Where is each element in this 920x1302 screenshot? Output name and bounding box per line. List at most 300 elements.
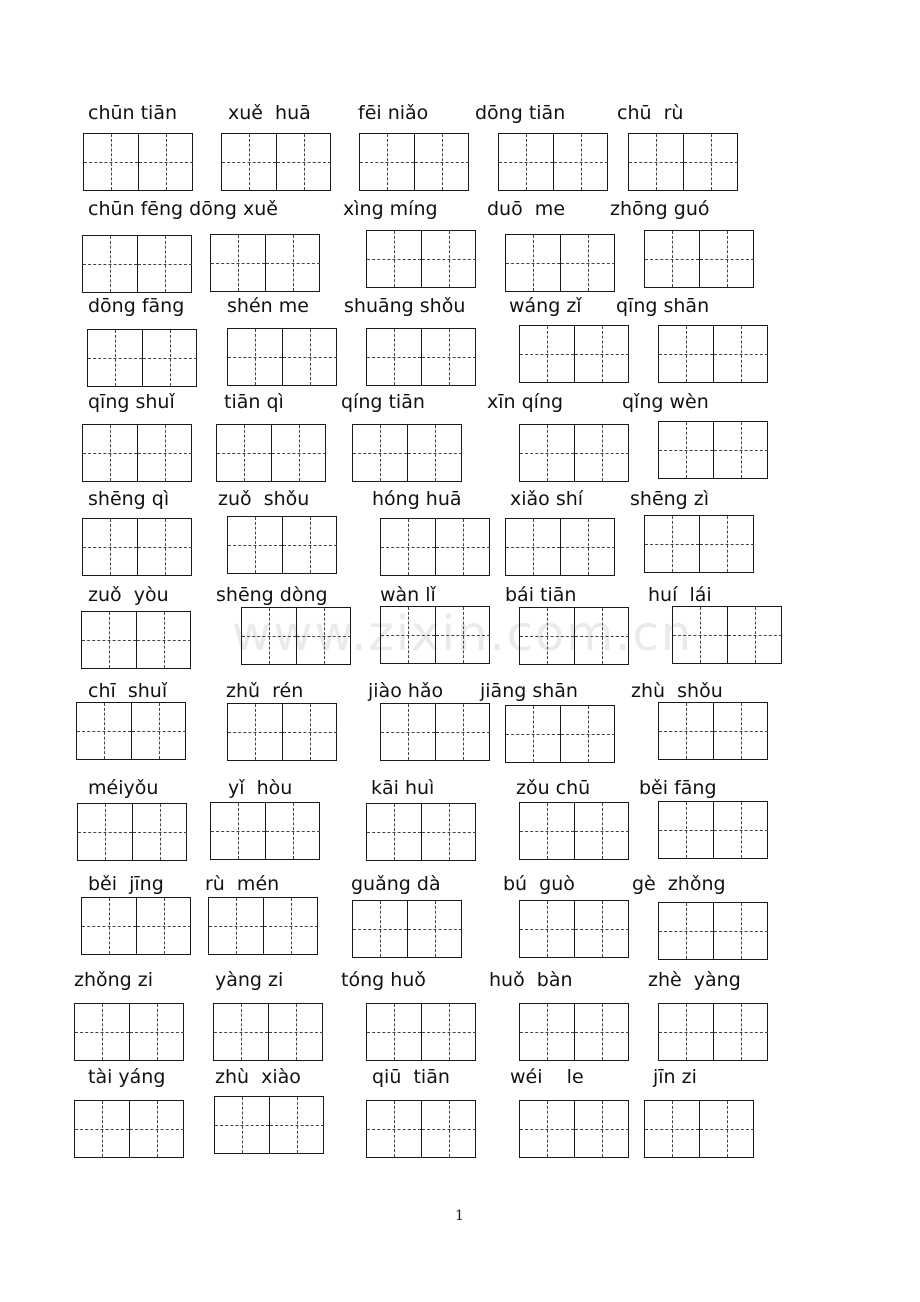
writing-cell bbox=[407, 425, 462, 481]
writing-cell bbox=[353, 901, 407, 957]
writing-cell bbox=[421, 1101, 476, 1157]
guide-line-horizontal bbox=[561, 734, 615, 735]
guide-line-horizontal bbox=[714, 731, 768, 732]
writing-cell bbox=[137, 236, 192, 292]
writing-grid bbox=[74, 1003, 184, 1061]
writing-grid bbox=[82, 235, 192, 293]
pinyin-label: wáng zǐ bbox=[509, 295, 582, 317]
guide-line-horizontal bbox=[714, 450, 768, 451]
guide-line-horizontal bbox=[554, 162, 608, 163]
writing-cell bbox=[713, 903, 768, 959]
guide-line-horizontal bbox=[270, 1125, 324, 1126]
pinyin-label: zhǔ rén bbox=[226, 680, 304, 702]
pinyin-label: tóng huǒ bbox=[341, 969, 426, 991]
writing-cell bbox=[282, 517, 337, 573]
guide-line-horizontal bbox=[575, 1129, 629, 1130]
guide-line-horizontal bbox=[422, 357, 476, 358]
guide-line-horizontal bbox=[728, 635, 782, 636]
pinyin-label: xìng míng bbox=[343, 198, 438, 220]
writing-cell bbox=[629, 134, 683, 190]
writing-grid bbox=[82, 518, 192, 576]
guide-line-horizontal bbox=[88, 358, 142, 359]
pinyin-label: jiāng shān bbox=[480, 680, 578, 702]
pinyin-label: huǒ bàn bbox=[489, 969, 573, 991]
writing-grid bbox=[214, 1096, 324, 1154]
writing-cell bbox=[520, 1004, 574, 1060]
pinyin-label: zhè yàng bbox=[648, 969, 741, 991]
writing-cell bbox=[520, 901, 574, 957]
guide-line-horizontal bbox=[575, 929, 629, 930]
writing-cell bbox=[75, 1101, 129, 1157]
writing-grid bbox=[366, 230, 476, 288]
writing-cell bbox=[211, 803, 265, 859]
writing-cell bbox=[209, 898, 263, 954]
pinyin-label: fēi niǎo bbox=[358, 102, 429, 124]
guide-line-horizontal bbox=[520, 831, 574, 832]
pinyin-label: zhǒng zi bbox=[74, 969, 154, 991]
writing-grid bbox=[213, 1003, 323, 1061]
writing-cell bbox=[435, 519, 490, 575]
writing-cell bbox=[560, 235, 615, 291]
pinyin-label: dōng fāng bbox=[88, 295, 185, 317]
guide-line-horizontal bbox=[82, 926, 136, 927]
writing-grid bbox=[76, 702, 186, 760]
writing-cell bbox=[574, 1101, 629, 1157]
writing-cell bbox=[421, 804, 476, 860]
writing-cell bbox=[78, 804, 132, 860]
guide-line-horizontal bbox=[415, 162, 469, 163]
writing-cell bbox=[659, 326, 713, 382]
pinyin-label: jīn zi bbox=[653, 1066, 697, 1088]
guide-line-horizontal bbox=[645, 1129, 699, 1130]
writing-grid bbox=[658, 1003, 768, 1061]
writing-cell bbox=[574, 326, 629, 382]
guide-line-horizontal bbox=[264, 926, 318, 927]
guide-line-horizontal bbox=[659, 931, 713, 932]
writing-cell bbox=[217, 425, 271, 481]
writing-cell bbox=[553, 134, 608, 190]
writing-cell bbox=[353, 425, 407, 481]
pinyin-label: běi jīng bbox=[88, 873, 164, 895]
writing-cell bbox=[560, 706, 615, 762]
writing-grid bbox=[227, 328, 337, 386]
writing-cell bbox=[560, 519, 615, 575]
writing-cell bbox=[574, 608, 629, 664]
guide-line-horizontal bbox=[436, 635, 490, 636]
writing-cell bbox=[228, 329, 282, 385]
writing-cell bbox=[215, 1097, 269, 1153]
guide-line-horizontal bbox=[575, 636, 629, 637]
guide-line-horizontal bbox=[714, 931, 768, 932]
guide-line-horizontal bbox=[228, 732, 282, 733]
writing-cell bbox=[214, 1004, 268, 1060]
guide-line-horizontal bbox=[211, 831, 265, 832]
writing-cell bbox=[381, 704, 435, 760]
writing-cell bbox=[75, 1004, 129, 1060]
writing-grid bbox=[210, 802, 320, 860]
writing-cell bbox=[520, 608, 574, 664]
pinyin-label: chūn tiān bbox=[88, 102, 178, 124]
page-number: 1 bbox=[455, 1208, 464, 1224]
guide-line-horizontal bbox=[520, 636, 574, 637]
guide-line-horizontal bbox=[214, 1032, 268, 1033]
pinyin-label: dōng tiān bbox=[475, 102, 566, 124]
writing-cell bbox=[659, 802, 713, 858]
pinyin-label: bái tiān bbox=[505, 584, 577, 606]
guide-line-horizontal bbox=[283, 357, 337, 358]
guide-line-horizontal bbox=[367, 1032, 421, 1033]
pinyin-label: duō me bbox=[487, 198, 566, 220]
writing-cell bbox=[367, 329, 421, 385]
writing-cell bbox=[137, 519, 192, 575]
guide-line-horizontal bbox=[561, 547, 615, 548]
guide-line-horizontal bbox=[714, 830, 768, 831]
pinyin-label: qīng shuǐ bbox=[88, 391, 175, 413]
pinyin-label: zhù xiào bbox=[215, 1066, 301, 1088]
guide-line-horizontal bbox=[381, 635, 435, 636]
writing-grid bbox=[644, 230, 754, 288]
pinyin-label: chūn fēng dōng xuě bbox=[88, 198, 278, 220]
guide-line-horizontal bbox=[575, 453, 629, 454]
guide-line-horizontal bbox=[422, 832, 476, 833]
writing-cell bbox=[265, 235, 320, 291]
guide-line-horizontal bbox=[367, 357, 421, 358]
writing-cell bbox=[520, 425, 574, 481]
guide-line-horizontal bbox=[575, 354, 629, 355]
guide-line-horizontal bbox=[215, 1125, 269, 1126]
guide-line-horizontal bbox=[684, 162, 738, 163]
writing-grid bbox=[505, 705, 615, 763]
pinyin-label: shén me bbox=[227, 295, 309, 317]
writing-grid bbox=[380, 518, 490, 576]
guide-line-horizontal bbox=[269, 1032, 323, 1033]
guide-line-horizontal bbox=[659, 354, 713, 355]
guide-line-horizontal bbox=[84, 162, 138, 163]
writing-cell bbox=[520, 326, 574, 382]
guide-line-horizontal bbox=[82, 640, 136, 641]
writing-cell bbox=[367, 1004, 421, 1060]
pinyin-label: xiǎo shí bbox=[510, 488, 584, 510]
writing-cell bbox=[414, 134, 469, 190]
guide-line-horizontal bbox=[143, 358, 197, 359]
writing-cell bbox=[77, 703, 131, 759]
writing-cell bbox=[129, 1101, 184, 1157]
writing-grid bbox=[366, 328, 476, 386]
writing-cell bbox=[574, 803, 629, 859]
writing-grid bbox=[505, 518, 615, 576]
pinyin-label: huí lái bbox=[648, 584, 712, 606]
guide-line-horizontal bbox=[78, 832, 132, 833]
pinyin-label: yàng zi bbox=[215, 969, 284, 991]
writing-cell bbox=[659, 703, 713, 759]
writing-cell bbox=[645, 231, 699, 287]
writing-cell bbox=[574, 901, 629, 957]
writing-cell bbox=[137, 425, 192, 481]
pinyin-label: běi fāng bbox=[639, 777, 717, 799]
guide-line-horizontal bbox=[77, 731, 131, 732]
writing-grid bbox=[81, 611, 191, 669]
writing-cell bbox=[282, 329, 337, 385]
writing-grid bbox=[628, 133, 738, 191]
guide-line-horizontal bbox=[659, 830, 713, 831]
writing-cell bbox=[506, 235, 560, 291]
writing-cell bbox=[407, 901, 462, 957]
writing-cell bbox=[228, 704, 282, 760]
writing-cell bbox=[83, 425, 137, 481]
guide-line-horizontal bbox=[520, 453, 574, 454]
guide-line-horizontal bbox=[75, 1032, 129, 1033]
guide-line-horizontal bbox=[137, 926, 191, 927]
writing-cell bbox=[268, 1004, 323, 1060]
guide-line-horizontal bbox=[83, 453, 137, 454]
writing-grid bbox=[227, 703, 337, 761]
guide-line-horizontal bbox=[211, 263, 265, 264]
writing-grid bbox=[498, 133, 608, 191]
writing-cell bbox=[84, 134, 138, 190]
guide-line-horizontal bbox=[700, 1129, 754, 1130]
writing-cell bbox=[296, 608, 351, 664]
writing-cell bbox=[435, 704, 490, 760]
pinyin-label: méiyǒu bbox=[88, 777, 159, 799]
guide-line-horizontal bbox=[138, 264, 192, 265]
pinyin-label: qǐng wèn bbox=[622, 391, 709, 413]
writing-grid bbox=[210, 234, 320, 292]
guide-line-horizontal bbox=[367, 1129, 421, 1130]
writing-cell bbox=[381, 607, 435, 663]
pinyin-label: chū rù bbox=[617, 102, 684, 124]
guide-line-horizontal bbox=[138, 547, 192, 548]
writing-grid bbox=[505, 234, 615, 292]
guide-line-horizontal bbox=[353, 929, 407, 930]
writing-cell bbox=[360, 134, 414, 190]
pinyin-label: qiū tiān bbox=[372, 1066, 450, 1088]
writing-cell bbox=[265, 803, 320, 859]
writing-grid bbox=[519, 802, 629, 860]
pinyin-label: jiào hǎo bbox=[368, 680, 444, 702]
pinyin-label: tiān qì bbox=[224, 391, 284, 413]
guide-line-horizontal bbox=[645, 544, 699, 545]
guide-line-horizontal bbox=[659, 450, 713, 451]
writing-cell bbox=[520, 803, 574, 859]
writing-cell bbox=[82, 612, 136, 668]
writing-grid bbox=[519, 607, 629, 665]
writing-cell bbox=[506, 519, 560, 575]
writing-cell bbox=[435, 607, 490, 663]
writing-cell bbox=[83, 519, 137, 575]
guide-line-horizontal bbox=[520, 1032, 574, 1033]
guide-line-horizontal bbox=[217, 453, 271, 454]
writing-cell bbox=[574, 425, 629, 481]
writing-cell bbox=[421, 231, 476, 287]
writing-cell bbox=[713, 703, 768, 759]
guide-line-horizontal bbox=[659, 731, 713, 732]
writing-grid bbox=[366, 1003, 476, 1061]
guide-line-horizontal bbox=[506, 547, 560, 548]
writing-cell bbox=[83, 236, 137, 292]
writing-cell bbox=[659, 422, 713, 478]
pinyin-label: shēng qì bbox=[88, 488, 170, 510]
guide-line-horizontal bbox=[436, 547, 490, 548]
writing-cell bbox=[132, 804, 187, 860]
pinyin-label: tài yáng bbox=[88, 1066, 166, 1088]
pinyin-label: chī shuǐ bbox=[88, 680, 168, 702]
pinyin-label: zhù shǒu bbox=[631, 680, 723, 702]
writing-cell bbox=[222, 134, 276, 190]
guide-line-horizontal bbox=[75, 1129, 129, 1130]
writing-cell bbox=[520, 1101, 574, 1157]
writing-grid bbox=[352, 900, 462, 958]
writing-grid bbox=[208, 897, 318, 955]
writing-grid bbox=[519, 1100, 629, 1158]
guide-line-horizontal bbox=[436, 732, 490, 733]
writing-grid bbox=[227, 516, 337, 574]
watermark: www.zixin.com.cn bbox=[232, 606, 694, 662]
writing-cell bbox=[142, 330, 197, 386]
writing-cell bbox=[228, 517, 282, 573]
writing-cell bbox=[713, 1004, 768, 1060]
writing-grid bbox=[380, 703, 490, 761]
guide-line-horizontal bbox=[422, 259, 476, 260]
guide-line-horizontal bbox=[283, 545, 337, 546]
guide-line-horizontal bbox=[629, 162, 683, 163]
pinyin-label: shēng zì bbox=[630, 488, 710, 510]
writing-cell bbox=[699, 231, 754, 287]
guide-line-horizontal bbox=[520, 1129, 574, 1130]
writing-grid bbox=[644, 1100, 754, 1158]
guide-line-horizontal bbox=[499, 162, 553, 163]
writing-cell bbox=[713, 326, 768, 382]
writing-cell bbox=[727, 607, 782, 663]
writing-cell bbox=[699, 516, 754, 572]
writing-cell bbox=[645, 516, 699, 572]
pinyin-label: qīng shān bbox=[616, 295, 710, 317]
writing-cell bbox=[242, 608, 296, 664]
guide-line-horizontal bbox=[130, 1032, 184, 1033]
writing-cell bbox=[381, 519, 435, 575]
writing-cell bbox=[367, 1101, 421, 1157]
writing-cell bbox=[136, 898, 191, 954]
guide-line-horizontal bbox=[360, 162, 414, 163]
guide-line-horizontal bbox=[381, 732, 435, 733]
pinyin-label: zǒu chū bbox=[516, 777, 591, 799]
writing-cell bbox=[713, 422, 768, 478]
writing-cell bbox=[211, 235, 265, 291]
writing-cell bbox=[88, 330, 142, 386]
guide-line-horizontal bbox=[520, 354, 574, 355]
writing-cell bbox=[421, 1004, 476, 1060]
writing-grid bbox=[74, 1100, 184, 1158]
writing-cell bbox=[673, 607, 727, 663]
writing-grid bbox=[644, 515, 754, 573]
pinyin-label: zhōng guó bbox=[610, 198, 710, 220]
writing-grid bbox=[658, 421, 768, 479]
guide-line-horizontal bbox=[133, 832, 187, 833]
writing-grid bbox=[519, 1003, 629, 1061]
writing-cell bbox=[136, 612, 191, 668]
pinyin-label: zuǒ yòu bbox=[88, 584, 169, 606]
pinyin-label: bú guò bbox=[503, 873, 575, 895]
guide-line-horizontal bbox=[139, 162, 193, 163]
writing-grid bbox=[216, 424, 326, 482]
guide-line-horizontal bbox=[266, 831, 320, 832]
writing-grid bbox=[352, 424, 462, 482]
guide-line-horizontal bbox=[367, 259, 421, 260]
pinyin-label: gè zhǒng bbox=[632, 873, 726, 895]
guide-line-horizontal bbox=[242, 636, 296, 637]
pinyin-label: xuě huā bbox=[228, 102, 311, 124]
guide-line-horizontal bbox=[222, 162, 276, 163]
writing-grid bbox=[241, 607, 351, 665]
guide-line-horizontal bbox=[506, 263, 560, 264]
pinyin-label: wéi le bbox=[510, 1066, 584, 1088]
pinyin-label: zuǒ shǒu bbox=[218, 488, 310, 510]
writing-cell bbox=[659, 1004, 713, 1060]
guide-line-horizontal bbox=[130, 1129, 184, 1130]
writing-cell bbox=[131, 703, 186, 759]
writing-cell bbox=[263, 898, 318, 954]
writing-grid bbox=[519, 325, 629, 383]
writing-grid bbox=[658, 325, 768, 383]
writing-grid bbox=[77, 803, 187, 861]
guide-line-horizontal bbox=[277, 162, 331, 163]
writing-grid bbox=[221, 133, 331, 191]
writing-cell bbox=[499, 134, 553, 190]
writing-cell bbox=[82, 898, 136, 954]
guide-line-horizontal bbox=[381, 547, 435, 548]
guide-line-horizontal bbox=[83, 547, 137, 548]
writing-grid bbox=[658, 702, 768, 760]
guide-line-horizontal bbox=[575, 831, 629, 832]
writing-grid bbox=[519, 424, 629, 482]
pinyin-label: hóng huā bbox=[372, 488, 462, 510]
writing-grid bbox=[81, 897, 191, 955]
writing-grid bbox=[366, 1100, 476, 1158]
guide-line-horizontal bbox=[283, 732, 337, 733]
guide-line-horizontal bbox=[297, 636, 351, 637]
guide-line-horizontal bbox=[700, 259, 754, 260]
guide-line-horizontal bbox=[138, 453, 192, 454]
guide-line-horizontal bbox=[714, 354, 768, 355]
guide-line-horizontal bbox=[408, 453, 462, 454]
guide-line-horizontal bbox=[228, 357, 282, 358]
writing-cell bbox=[506, 706, 560, 762]
writing-grid bbox=[359, 133, 469, 191]
writing-cell bbox=[713, 802, 768, 858]
guide-line-horizontal bbox=[714, 1032, 768, 1033]
writing-cell bbox=[421, 329, 476, 385]
writing-cell bbox=[659, 903, 713, 959]
pinyin-label: xīn qíng bbox=[487, 391, 564, 413]
guide-line-horizontal bbox=[272, 453, 326, 454]
writing-cell bbox=[269, 1097, 324, 1153]
writing-cell bbox=[645, 1101, 699, 1157]
writing-grid bbox=[87, 329, 197, 387]
guide-line-horizontal bbox=[132, 731, 186, 732]
guide-line-horizontal bbox=[520, 929, 574, 930]
writing-cell bbox=[699, 1101, 754, 1157]
guide-line-horizontal bbox=[422, 1032, 476, 1033]
writing-grid bbox=[83, 133, 193, 191]
pinyin-label: shuāng shǒu bbox=[344, 295, 466, 317]
writing-cell bbox=[367, 804, 421, 860]
guide-line-horizontal bbox=[561, 263, 615, 264]
writing-grid bbox=[366, 803, 476, 861]
guide-line-horizontal bbox=[83, 264, 137, 265]
writing-grid bbox=[82, 424, 192, 482]
writing-cell bbox=[276, 134, 331, 190]
pinyin-label: yǐ hòu bbox=[228, 777, 293, 799]
pinyin-label: qíng tiān bbox=[341, 391, 425, 413]
